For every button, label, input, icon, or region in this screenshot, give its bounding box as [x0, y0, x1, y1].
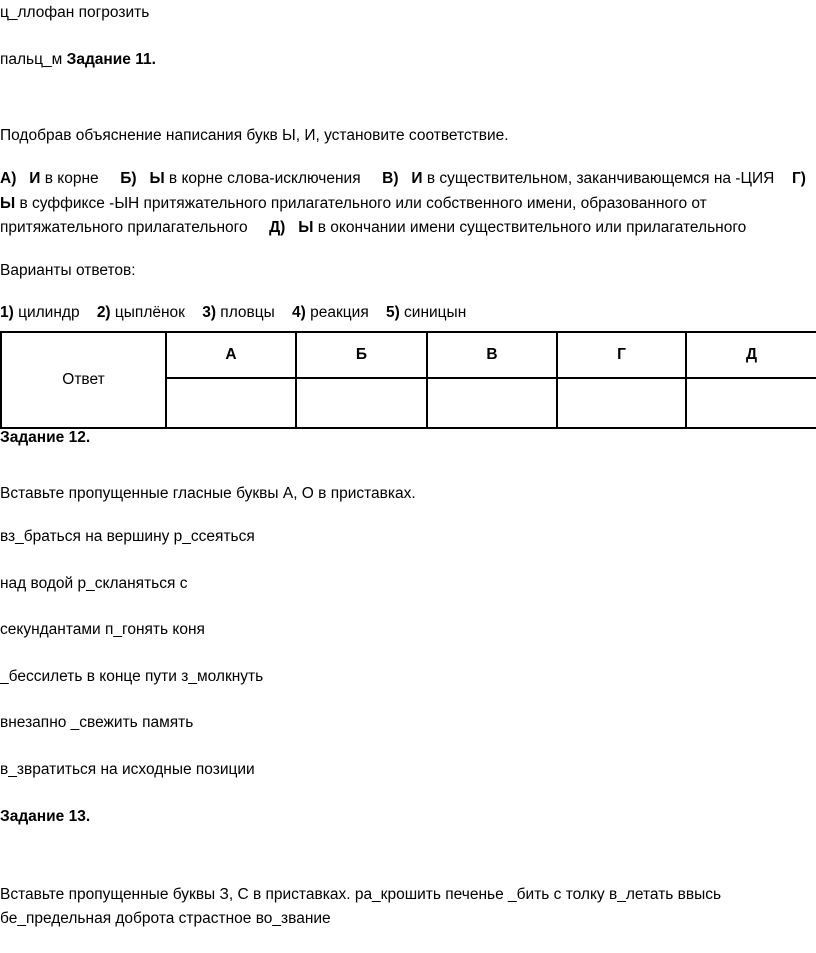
answer-3-num: 3): [202, 304, 216, 321]
answer-2-word: цыплёнок: [110, 304, 185, 321]
answer-cell-v[interactable]: [427, 378, 557, 428]
fragment-line-2: [0, 50, 156, 70]
fragment-line-1: ц_ллофан погрозить: [0, 4, 150, 21]
option-g-text: в суффиксе -ЫН притяжательного прилагательного или собственного имени, образованного от: [15, 195, 707, 212]
task12-line-1: вз_браться на вершину р_ссеяться: [0, 528, 255, 545]
task11-options-line3: [0, 218, 746, 238]
col-header-g: Г: [557, 332, 686, 378]
task11-title: Задание 11.: [66, 51, 156, 68]
answer-cell-g[interactable]: [557, 378, 686, 428]
option-v-text: в существительном, заканчивающемся на -ЦИЯ: [422, 170, 775, 187]
answer-4-num: 4): [292, 304, 306, 321]
option-b-text: в корне слова-исключения: [164, 170, 361, 187]
fragment-word: пальц_м: [0, 51, 63, 68]
answer-3-word: пловцы: [216, 304, 275, 321]
task12-line-3: секундантами п_гонять коня: [0, 621, 205, 638]
task12-title: Задание 12.: [0, 429, 91, 446]
answer-row-label: Ответ: [1, 332, 166, 428]
answers-list: [0, 303, 466, 323]
col-header-v: В: [427, 332, 557, 378]
option-v-bold: И: [411, 170, 423, 187]
option-d-key: Д): [269, 219, 286, 236]
option-d-bold: Ы: [298, 219, 314, 236]
answer-cell-a[interactable]: [166, 378, 296, 428]
task11-instruction: Подобрав объяснение написания букв Ы, И, установите соответствие.: [0, 127, 509, 144]
answer-cell-d[interactable]: [686, 378, 816, 428]
option-d-text: в окончании имени существительного или прилагательного: [313, 219, 747, 236]
option-g-text-cont: притяжательного прилагательного: [0, 219, 248, 236]
task13-line-2: бе_предельная доброта страстное во_звание: [0, 910, 331, 927]
answer-cell-b[interactable]: [296, 378, 427, 428]
answer-5-num: 5): [385, 304, 400, 321]
task12-instruction: Вставьте пропущенные гласные буквы А, О в приставках.: [0, 485, 416, 502]
task12-line-2: над водой р_скланяться с: [0, 575, 188, 592]
task12-line-4: _бессилеть в конце пути з_молкнуть: [0, 668, 264, 685]
col-header-b: Б: [296, 332, 427, 378]
col-header-d: Д: [686, 332, 816, 378]
answer-4-word: реакция: [305, 304, 369, 321]
answer-1-num: 1): [0, 304, 14, 321]
option-g-key: Г): [792, 170, 806, 187]
answer-table: [0, 331, 816, 429]
task13-line-1: Вставьте пропущенные буквы З, С в приставках. ра_крошить печенье _бить с толку в_летать ввысь: [0, 886, 722, 903]
option-b-key: Б): [120, 170, 137, 187]
option-v-key: В): [382, 170, 399, 187]
answer-2-num: 2): [96, 304, 111, 321]
option-g-bold: Ы: [0, 195, 16, 212]
answer-5-word: синицын: [399, 304, 467, 321]
col-header-a: А: [166, 332, 296, 378]
answer-1-word: цилиндр: [13, 304, 80, 321]
option-a-text: в корне: [40, 170, 99, 187]
task13-title: Задание 13.: [0, 808, 91, 825]
option-b-bold: Ы: [149, 170, 165, 187]
task11-options-line1: [0, 169, 774, 189]
task12-line-6: в_звратиться на исходные позиции: [0, 761, 255, 778]
answers-title: Варианты ответов:: [0, 262, 136, 279]
option-a-bold: И: [29, 170, 41, 187]
task12-line-5: внезапно _свежить память: [0, 714, 194, 731]
option-a-key: А): [0, 170, 17, 187]
task11-options-line2: [0, 194, 707, 214]
